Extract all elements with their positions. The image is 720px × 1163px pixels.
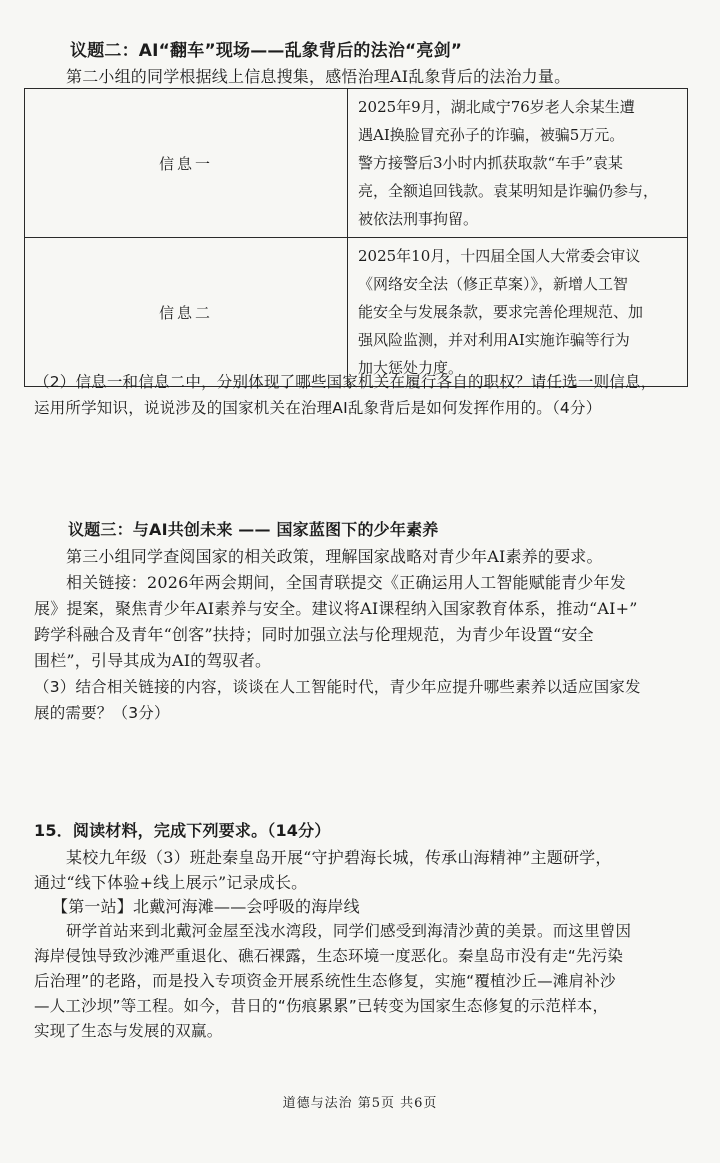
question-3-line: 展的需要？（3分）	[34, 704, 170, 722]
info2-line: 能安全与发展条款，要求完善伦理规范、加	[358, 303, 644, 321]
related-link-line: 展》提案，聚焦青少年AI素养与安全。建议将AI课程纳入国家教育体系，推动“AI+”	[34, 599, 638, 618]
related-link-line: 相关链接：2026年两会期间，全国青联提交《正确运用人工智能赋能青少年发	[66, 573, 626, 592]
info2-line: 《网络安全法（修正草案）》，新增人工智	[358, 275, 629, 293]
q15-body-line: 后治理”的老路，而是投入专项资金开展系统性生态修复，实施“覆植沙丘—滩肩补沙	[34, 972, 616, 990]
table-row	[25, 89, 688, 238]
q15-body-line: 海岸侵蚀导致沙滩严重退化、礁石裸露，生态环境一度恶化。秦皇岛市没有走“先污染	[34, 947, 624, 965]
q15-body-line: —人工沙坝”等工程。如今，昔日的“伤痕累累”已转变为国家生态修复的示范样本，	[34, 997, 609, 1015]
info-table	[24, 88, 688, 387]
info2-line: 2025年10月，十四届全国人大常委会审议	[358, 247, 641, 265]
q15-body-line: 实现了生态与发展的双赢。	[34, 1022, 223, 1040]
question-2-line: （2）信息一和信息二中，分别体现了哪些国家机关在履行各自的职权？请任选一则信息，	[34, 373, 657, 391]
related-link-line: 跨学科融合及青年“创客”扶持；同时加强立法与伦理规范，为青少年设置“安全	[34, 625, 594, 644]
info1-line: 遇AI换脸冒充孙子的诈骗，被骗5万元。	[358, 126, 625, 144]
info2-content	[348, 238, 688, 387]
q15-intro-line: 通过“线下体验+线上展示”记录成长。	[34, 873, 308, 892]
info1-line: 警方接警后3小时内抓获取款“车手”袁某	[358, 154, 623, 172]
question-3-line: （3）结合相关链接的内容，谈谈在人工智能时代，青少年应提升哪些素养以适应国家发	[34, 678, 641, 696]
topic2-intro: 第二小组的同学根据线上信息搜集，感悟治理AI乱象背后的法治力量。	[66, 67, 571, 86]
station-heading: 【第一站】北戴河海滩——会呼吸的海岸线	[52, 897, 360, 916]
table-row	[25, 238, 688, 387]
topic2-title: 议题二：AI“翻车”现场——乱象背后的法治“亮剑”	[70, 41, 463, 61]
question-2-line: 运用所学知识，说说涉及的国家机关在治理AI乱象背后是如何发挥作用的。（4分）	[34, 399, 602, 417]
info1-line: 2025年9月，湖北咸宁76岁老人余某生遭	[358, 98, 635, 116]
info2-line: 加大惩处力度。	[358, 359, 464, 377]
page-footer: 道德与法治 第5页 共6页	[282, 1096, 438, 1111]
q15-body-line: 研学首站来到北戴河金屋至浅水湾段，同学们感受到海清沙黄的美景。而这里曾因	[66, 922, 632, 940]
info2-label: 信息二	[25, 238, 348, 387]
info1-line: 被依法刑事拘留。	[358, 210, 479, 228]
info2-line: 强风险监测，并对利用AI实施诈骗等行为	[358, 331, 630, 349]
q15-intro-line: 某校九年级（3）班赴秦皇岛开展“守护碧海长城，传承山海精神”主题研学，	[66, 848, 612, 867]
topic3-title: 议题三：与AI共创未来 —— 国家蓝图下的少年素养	[68, 520, 439, 539]
info1-content	[348, 89, 688, 238]
related-link-line: 围栏”，引导其成为AI的驾驭者。	[34, 651, 272, 670]
q15-title: 15．阅读材料，完成下列要求。（14分）	[34, 821, 331, 840]
topic3-intro: 第三小组同学查阅国家的相关政策，理解国家战略对青少年AI素养的要求。	[66, 547, 603, 566]
info1-label: 信息一	[25, 89, 348, 238]
info1-line: 亮，全额追回钱款。袁某明知是诈骗仍参与，	[358, 182, 659, 200]
